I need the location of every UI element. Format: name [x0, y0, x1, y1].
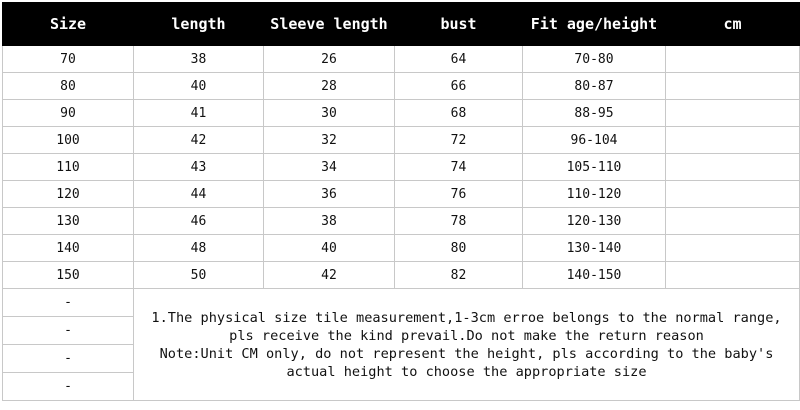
sleeve-length-cell: 28 [264, 73, 395, 100]
length-cell: 42 [134, 127, 264, 154]
fit-age-height-cell: 70-80 [523, 46, 666, 73]
size-cell: 70 [3, 46, 134, 73]
sleeve-length-cell: 42 [264, 262, 395, 289]
length-cell: 48 [134, 235, 264, 262]
note-measurement: 1.The physical size tile measurement,1-3cm erroe belongs to the normal range, pls receive the kind prevail.Do not make the return reason [151, 309, 782, 344]
table-row [3, 46, 800, 73]
table-row [3, 154, 800, 181]
size-cell: 100 [3, 127, 134, 154]
bust-cell: 80 [395, 235, 523, 262]
size-chart-table [2, 2, 800, 401]
fit-age-height-cell: 140-150 [523, 262, 666, 289]
fit-age-height-cell: 88-95 [523, 100, 666, 127]
bust-cell: 64 [395, 46, 523, 73]
size-notes [134, 289, 800, 401]
bust-cell: 72 [395, 127, 523, 154]
bust-cell: 66 [395, 73, 523, 100]
header-row [3, 3, 800, 46]
cm-cell [666, 100, 800, 127]
cm-cell [666, 127, 800, 154]
fit-age-height-cell: 130-140 [523, 235, 666, 262]
sleeve-length-cell: 40 [264, 235, 395, 262]
table-row [3, 235, 800, 262]
sleeve-length-cell: 34 [264, 154, 395, 181]
bust-cell: 82 [395, 262, 523, 289]
fit-age-height-cell: 80-87 [523, 73, 666, 100]
length-cell: 43 [134, 154, 264, 181]
size-cell: 80 [3, 73, 134, 100]
length-cell: 50 [134, 262, 264, 289]
sleeve-length-cell: 38 [264, 208, 395, 235]
table-row [3, 181, 800, 208]
header-sleeve-length: Sleeve length [264, 3, 395, 46]
bust-cell: 74 [395, 154, 523, 181]
cm-cell [666, 73, 800, 100]
cm-cell [666, 181, 800, 208]
fit-age-height-cell: 120-130 [523, 208, 666, 235]
cm-cell [666, 235, 800, 262]
length-cell: 44 [134, 181, 264, 208]
fit-age-height-cell: 96-104 [523, 127, 666, 154]
sleeve-length-cell: 26 [264, 46, 395, 73]
cm-cell [666, 262, 800, 289]
note-row [3, 289, 800, 317]
dash-cell: - [3, 345, 134, 373]
fit-age-height-cell: 110-120 [523, 181, 666, 208]
size-cell: 90 [3, 100, 134, 127]
table-row [3, 100, 800, 127]
size-cell: 120 [3, 181, 134, 208]
cm-cell [666, 154, 800, 181]
dash-cell: - [3, 289, 134, 317]
header-size: Size [3, 3, 134, 46]
length-cell: 40 [134, 73, 264, 100]
bust-cell: 68 [395, 100, 523, 127]
header-bust: bust [395, 3, 523, 46]
table-row [3, 127, 800, 154]
header-cm: cm [666, 3, 800, 46]
sleeve-length-cell: 30 [264, 100, 395, 127]
cm-cell [666, 46, 800, 73]
size-cell: 150 [3, 262, 134, 289]
table-row [3, 262, 800, 289]
fit-age-height-cell: 105-110 [523, 154, 666, 181]
table-row [3, 73, 800, 100]
length-cell: 41 [134, 100, 264, 127]
header-length: length [134, 3, 264, 46]
cm-cell [666, 208, 800, 235]
bust-cell: 76 [395, 181, 523, 208]
length-cell: 46 [134, 208, 264, 235]
dash-cell: - [3, 317, 134, 345]
sleeve-length-cell: 36 [264, 181, 395, 208]
note-unit: Note:Unit CM only, do not represent the height, pls according to the baby's actual height to choose the appropriate size [159, 345, 774, 380]
bust-cell: 78 [395, 208, 523, 235]
size-cell: 130 [3, 208, 134, 235]
size-cell: 140 [3, 235, 134, 262]
dash-cell: - [3, 373, 134, 401]
header-fit-age-height: Fit age/height [523, 3, 666, 46]
size-cell: 110 [3, 154, 134, 181]
table-row [3, 208, 800, 235]
length-cell: 38 [134, 46, 264, 73]
sleeve-length-cell: 32 [264, 127, 395, 154]
